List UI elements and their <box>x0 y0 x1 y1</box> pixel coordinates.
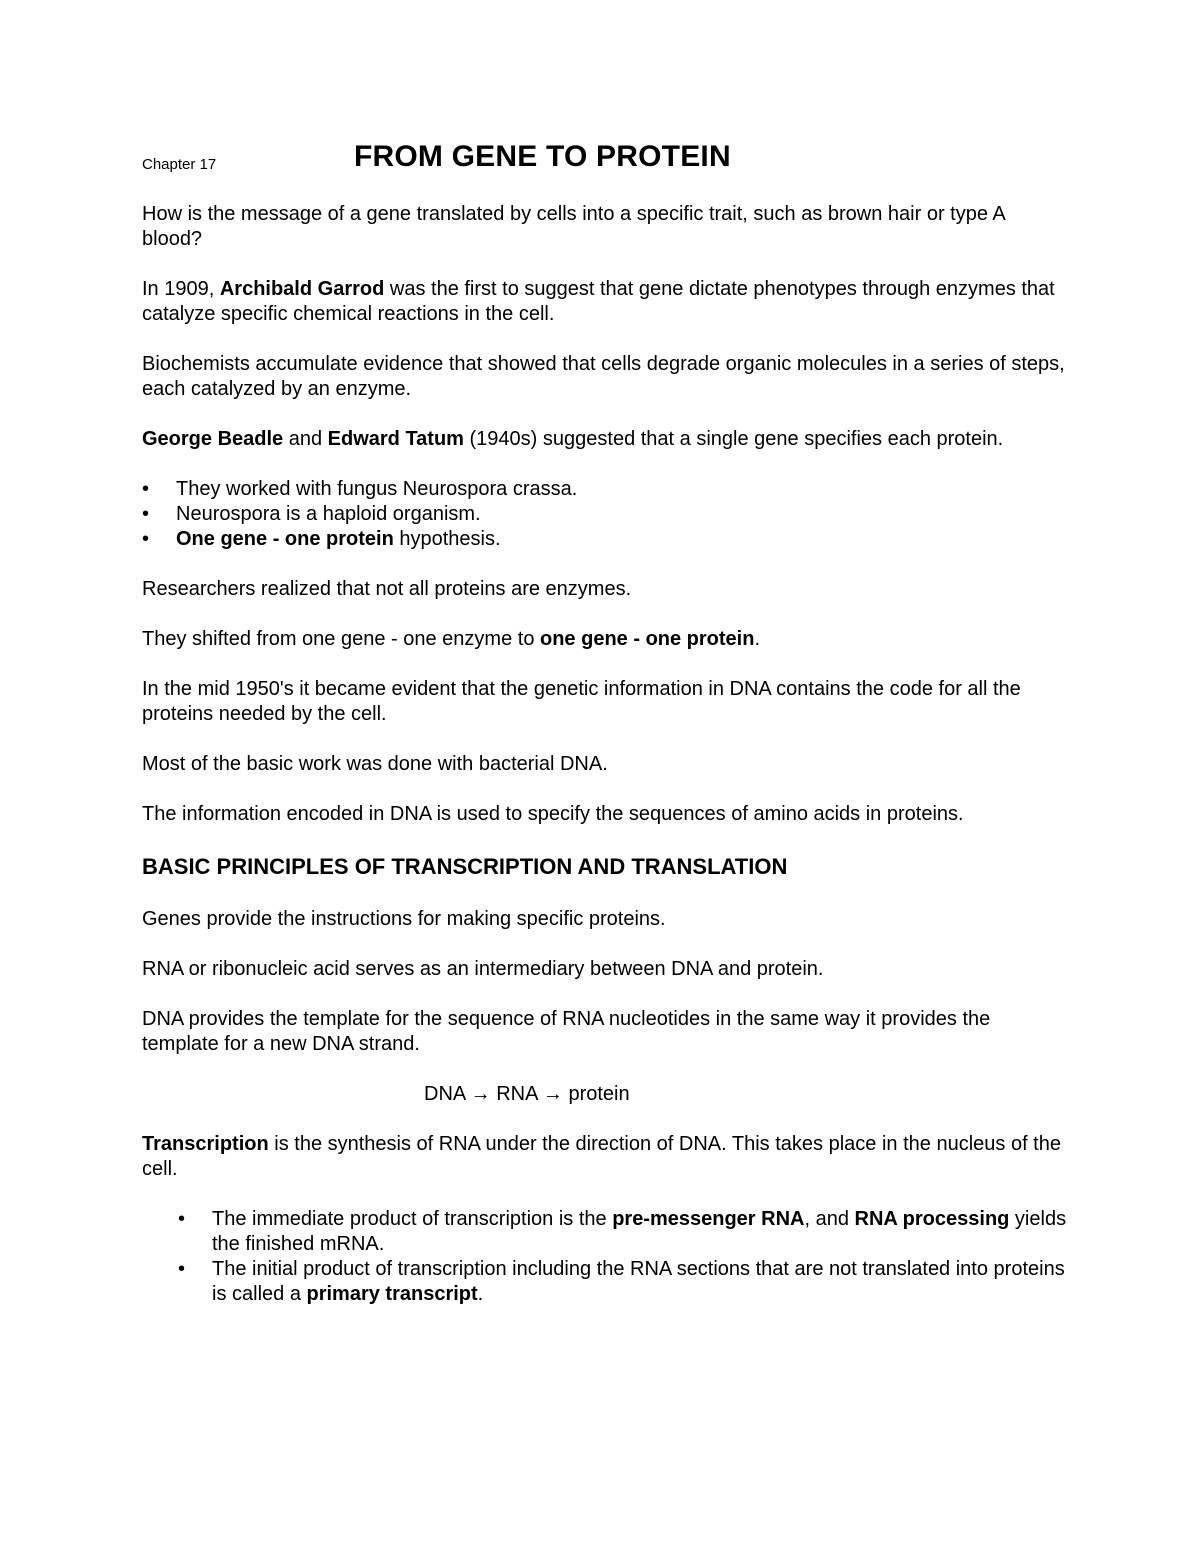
bullet-list-neurospora <box>142 477 1067 552</box>
text-run: yields the finished mRNA. <box>212 1208 1067 1255</box>
bold-term: Edward Tatum <box>327 428 464 450</box>
list-item <box>178 1257 1067 1307</box>
paragraph-information: The information encoded in DNA is used to specify the sequences of amino acids in proteins. <box>142 803 964 825</box>
list-item <box>142 527 1067 552</box>
list-item <box>178 1207 1067 1257</box>
bullet-list-transcription <box>142 1207 1067 1307</box>
paragraph-garrod <box>142 277 1067 327</box>
flow-dna-rna-protein: DNA → RNA → protein <box>424 1083 630 1105</box>
page-header <box>142 140 1062 184</box>
section-heading: BASIC PRINCIPLES OF TRANSCRIPTION AND TRANSLATION <box>142 854 788 879</box>
paragraph-shift <box>142 627 1067 652</box>
bold-term: one gene - one protein <box>540 628 755 650</box>
text-run: is the synthesis of RNA under the direction of DNA. This takes place in the nucleus of the cell. <box>142 1133 1061 1180</box>
list-item-text: They worked with fungus Neurospora crassa. <box>176 478 578 500</box>
bullet-icon: • <box>178 1258 186 1280</box>
text-run: In 1909, <box>142 278 220 300</box>
text-run: . <box>477 1283 484 1305</box>
text-run: . <box>754 628 761 650</box>
list-item <box>142 502 1067 527</box>
page-title: FROM GENE TO PROTEIN <box>354 140 731 173</box>
paragraph-mid-1950s: In the mid 1950's it became evident that the genetic information in DNA contains the code for all the proteins needed by the cell. <box>142 678 1021 725</box>
bold-term: Transcription <box>142 1133 269 1155</box>
text-run: and <box>283 428 328 450</box>
text-run: , and <box>804 1208 855 1230</box>
bold-term: George Beadle <box>142 428 284 450</box>
text-run: The immediate product of transcription is the <box>212 1208 613 1230</box>
paragraph-transcription <box>142 1132 1067 1182</box>
bold-term: One gene - one protein <box>176 528 394 550</box>
paragraph-biochemists: Biochemists accumulate evidence that showed that cells degrade organic molecules in a series of steps, each catalyzed by an enzyme. <box>142 353 1065 400</box>
bullet-icon: • <box>142 503 150 525</box>
bold-term: Archibald Garrod <box>219 278 385 300</box>
bullet-icon: • <box>178 1208 186 1230</box>
text-run: The initial product of transcription including the RNA sections that are not translated into proteins is called a <box>212 1258 1065 1305</box>
text-run: was the first to suggest that gene dictate phenotypes through enzymes that catalyze specific chemical reactions in the cell. <box>142 278 1055 325</box>
bullet-icon: • <box>142 478 150 500</box>
document-body <box>142 202 1067 1332</box>
bullet-icon: • <box>142 528 150 550</box>
bold-term: RNA processing <box>854 1208 1010 1230</box>
list-item-text: Neurospora is a haploid organism. <box>176 503 481 525</box>
paragraph-template: DNA provides the template for the sequence of RNA nucleotides in the same way it provides the template for a new DNA strand. <box>142 1008 991 1055</box>
text-run: (1940s) suggested that a single gene specifies each protein. <box>463 428 1004 450</box>
bold-term: pre-messenger RNA <box>612 1208 805 1230</box>
paragraph-bacterial-dna: Most of the basic work was done with bacterial DNA. <box>142 753 608 775</box>
paragraph-question: How is the message of a gene translated by cells into a specific trait, such as brown hair or type A blood? <box>142 203 1005 250</box>
paragraph-rna: RNA or ribonucleic acid serves as an intermediary between DNA and protein. <box>142 958 824 980</box>
paragraph-researchers: Researchers realized that not all proteins are enzymes. <box>142 578 632 600</box>
text-run: They shifted from one gene - one enzyme to <box>142 628 540 650</box>
list-item <box>142 477 1067 502</box>
paragraph-beadle-tatum <box>142 427 1067 452</box>
list-item-text: hypothesis. <box>393 528 501 550</box>
paragraph-genes: Genes provide the instructions for making specific proteins. <box>142 908 666 930</box>
bold-term: primary transcript <box>306 1283 478 1305</box>
chapter-label: Chapter 17 <box>142 156 217 173</box>
